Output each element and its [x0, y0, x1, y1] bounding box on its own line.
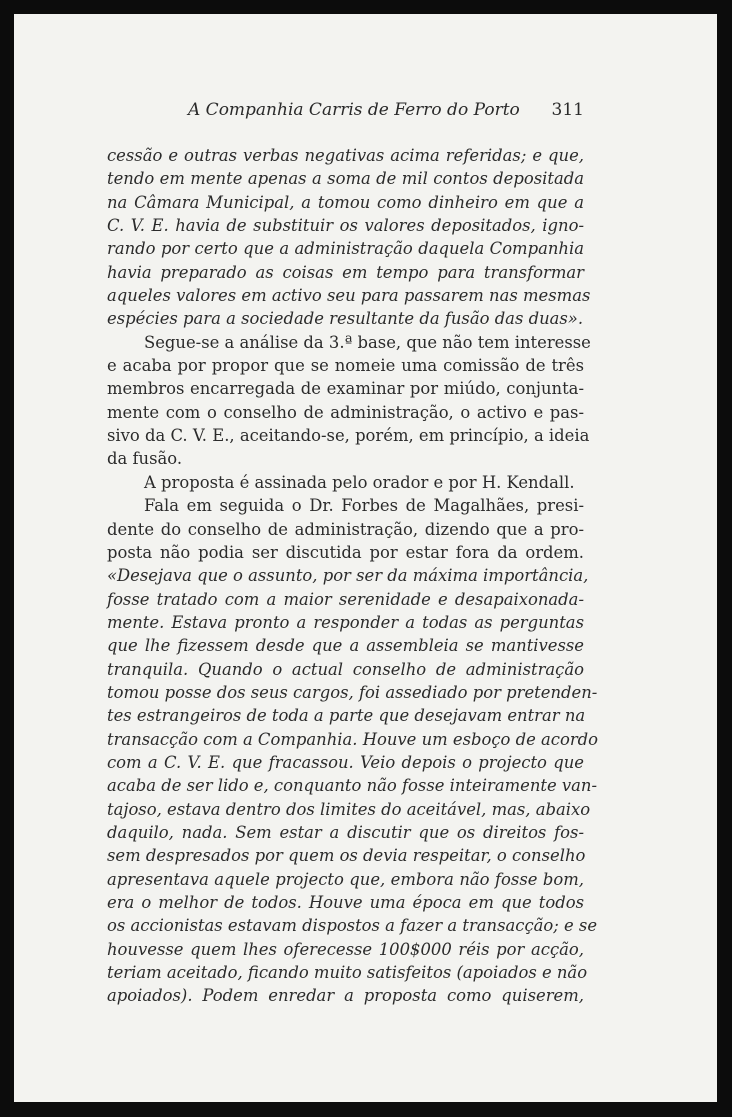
- text-line: mente com o conselho de administração, o activo e pas-: [107, 402, 584, 422]
- text-line: da fusão.: [107, 449, 183, 469]
- running-title: A Companhia Carris de Ferro do Porto: [188, 100, 520, 120]
- text-line: era o melhor de todos. Houve uma época em que todos: [107, 893, 584, 912]
- text-line: os accionistas estavam dispostos a fazer a transacção; e se: [107, 916, 598, 936]
- text-line: com a C. V. E. que fracassou. Veio depois o projecto que: [107, 752, 584, 772]
- text-line: sivo da C. V. E., aceitando-se, porém, em princípio, a ideia: [107, 426, 590, 446]
- text-line: «Desejava que o assunto, por ser da máxima importância,: [107, 566, 589, 586]
- text-line: dente do conselho de administração, dizendo que a pro-: [107, 519, 584, 539]
- text-line: transacção com a Companhia. Houve um esboço de acordo: [107, 729, 599, 749]
- text-line: C. V. E. havia de substituir os valores depositados, igno-: [107, 216, 584, 236]
- book-page: [14, 14, 717, 1102]
- page-number: 311: [551, 100, 584, 120]
- text-line: tomou posse dos seus cargos, foi assediado por pretenden-: [107, 682, 598, 702]
- text-line: rando por certo que a administração daquela Companhia: [107, 239, 584, 259]
- text-line: posta não podia ser discutida por estar fora da ordem.: [107, 542, 584, 562]
- text-line: daquilo, nada. Sem estar a discutir que os direitos fos-: [107, 822, 584, 842]
- text-line: espécies para a sociedade resultante da fusão das duas».: [107, 309, 584, 329]
- text-line: na Câmara Municipal, a tomou como dinheiro em que a: [107, 192, 584, 212]
- text-line: fosse tratado com a maior serenidade e desapaixonada-: [107, 589, 584, 609]
- text-line: havia preparado as coisas em tempo para transformar: [107, 262, 584, 282]
- text-line: acaba de ser lido e, conquanto não fosse inteiramente van-: [107, 776, 598, 796]
- text-line: e acaba por propor que se nomeie uma comissão de três: [107, 356, 584, 376]
- text-line: apoiados). Podem enredar a proposta como quiserem,: [107, 986, 584, 1006]
- text-line: tes estrangeiros de toda a parte que desejavam entrar na: [107, 706, 586, 726]
- text-line: Segue-se a análise da 3.ª base, que não tem interesse: [144, 332, 591, 352]
- text-line: apresentava aquele projecto que, embora não fosse bom,: [107, 869, 584, 889]
- text-line: aqueles valores em activo seu para passarem nas mesmas: [107, 286, 591, 306]
- text-line: membros encarregada de examinar por miúdo, conjunta-: [107, 379, 584, 399]
- text-line: Fala em seguida o Dr. Forbes de Magalhães, presi-: [144, 496, 584, 516]
- text-line: tranquila. Quando o actual conselho de administração: [107, 659, 584, 679]
- text-line: mente. Estava pronto a responder a todas as perguntas: [107, 612, 584, 632]
- text-line: houvesse quem lhes oferecesse 100$000 réis por acção,: [107, 939, 584, 959]
- text-line: A proposta é assinada pelo orador e por H. Kendall.: [144, 472, 575, 492]
- text-line: que lhe fizessem desde que a assembleia se mantivesse: [107, 636, 584, 656]
- text-line: tajoso, estava dentro dos limites do aceitável, mas, abaixo: [107, 799, 591, 819]
- text-line: sem despresados por quem os devia respeitar, o conselho: [107, 846, 586, 866]
- text-line: cessão e outras verbas negativas acima referidas; e que,: [107, 146, 584, 165]
- body-text: [107, 144, 599, 1008]
- text-line: tendo em mente apenas a soma de mil contos depositada: [107, 169, 584, 189]
- text-line: teriam aceitado, ficando muito satisfeitos (apoiados e não: [107, 963, 588, 983]
